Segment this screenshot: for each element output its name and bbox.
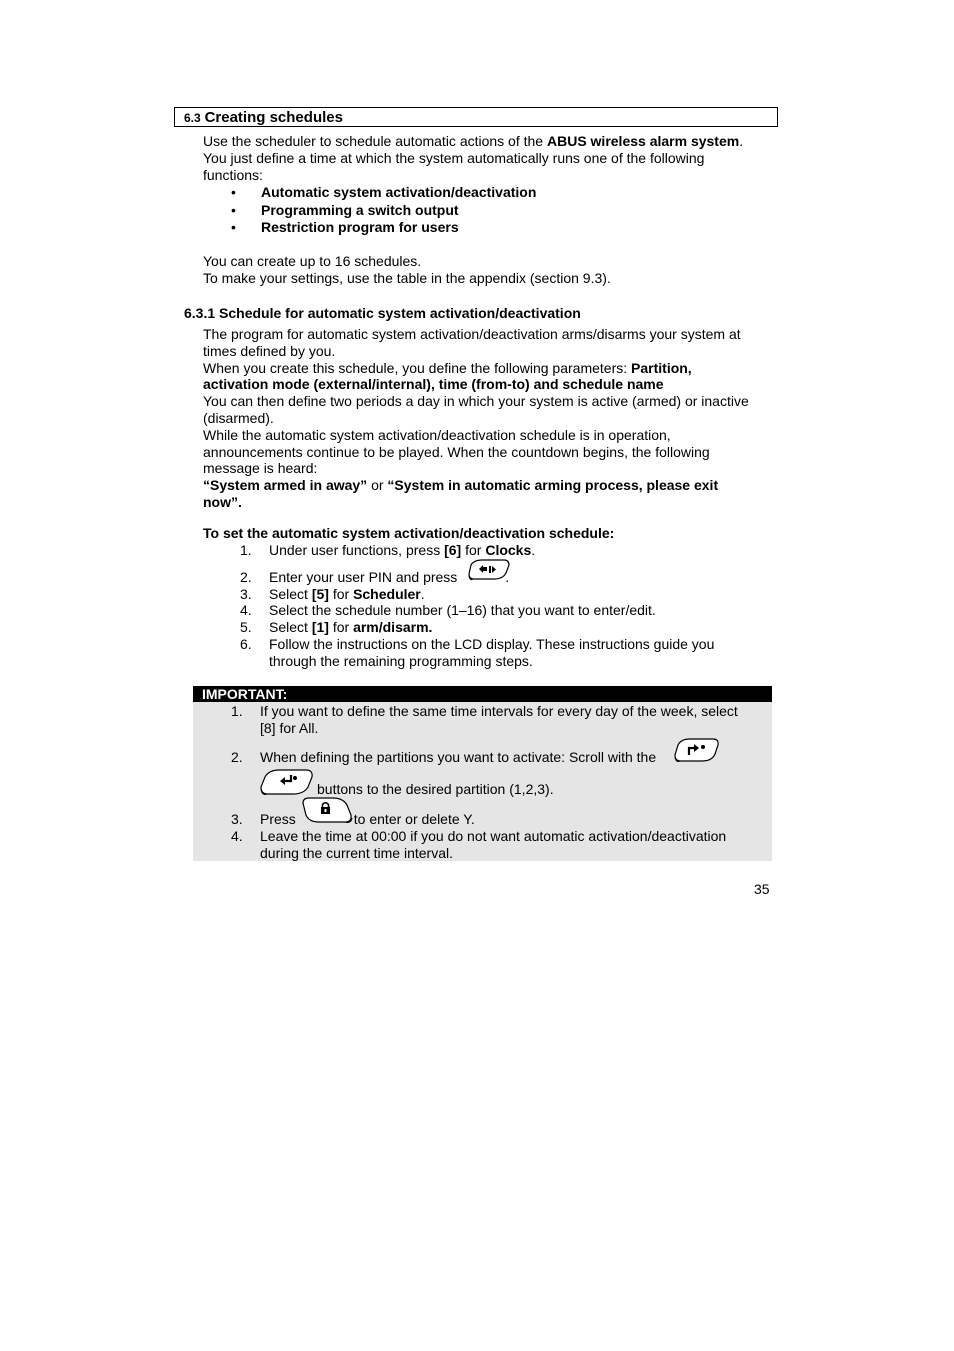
item-text-part: during the current time interval. — [260, 844, 453, 861]
scroll-up-key-icon — [672, 735, 722, 765]
step-number: 1. — [240, 542, 252, 558]
bullet-icon: • — [231, 184, 236, 200]
paragraph-line: While the automatic system activation/deactivation schedule is in operation, — [203, 426, 671, 443]
step-text-part: Under user functions, press — [269, 542, 445, 558]
paragraph-line: announcements continue to be played. When the countdown begins, the following — [203, 443, 710, 460]
page-number: 35 — [754, 881, 770, 897]
message-text: now”. — [203, 493, 242, 510]
parameter-text: activation mode (external/internal), time (from-to) and schedule name — [203, 376, 664, 393]
step-text-part: . — [531, 542, 536, 558]
key-label: [5] — [311, 586, 329, 602]
lock-key-icon — [299, 795, 355, 827]
notes-paragraph — [203, 253, 768, 287]
item-number: 4. — [231, 828, 243, 844]
list-item — [203, 184, 768, 202]
paragraph-line: message is heard: — [203, 460, 318, 477]
step-text — [269, 542, 769, 559]
step-text-part: Follow the instructions on the LCD display. These instructions guide you — [269, 636, 715, 652]
list-item — [203, 219, 768, 237]
intro-text-end: . — [739, 133, 744, 149]
menu-label: Scheduler — [353, 586, 421, 602]
message-text: “System in automatic arming process, please exit — [387, 477, 719, 494]
bullet-icon: • — [231, 201, 236, 218]
item-text-part: [8] for All. — [260, 719, 319, 736]
step-text-part: . — [420, 586, 425, 602]
item-text-part: If you want to define the same time intervals for every day of the week, select — [260, 703, 738, 719]
paragraph-line: times defined by you. — [203, 342, 336, 359]
list-item-text: Automatic system activation/deactivation — [261, 184, 537, 200]
list-item — [203, 202, 768, 220]
list-item-text: Restriction program for users — [261, 219, 459, 235]
paragraph-line: When you create this schedule, you define the following parameters: — [203, 359, 632, 376]
step-text: Select the schedule number (1–16) that you want to enter/edit. — [269, 602, 656, 618]
step-number: 4. — [240, 602, 252, 618]
paragraph-line: (disarmed). — [203, 409, 274, 426]
parameter-text: Partition, — [631, 359, 692, 376]
item-text-part: to enter or delete Y. — [353, 811, 475, 827]
step-text-part: for — [328, 619, 354, 635]
message-text: “System armed in away” — [203, 477, 368, 494]
step-text — [269, 619, 769, 636]
subsection-title: 6.3.1 Schedule for automatic system activation/deactivation — [184, 305, 581, 321]
scroll-down-key-icon — [258, 766, 316, 798]
item-text: When defining the partitions you want to activate: Scroll with the — [260, 749, 657, 765]
step-number: 2. — [240, 569, 252, 585]
item-text-part: Leave the time at 00:00 if you do not want automatic activation/deactivation — [260, 828, 727, 844]
item-text-part: Press — [260, 811, 296, 827]
menu-label: Clocks — [485, 542, 532, 558]
section-number: 6.3 — [184, 111, 201, 125]
bullet-icon: • — [231, 219, 236, 235]
item-text — [260, 828, 765, 862]
step-text-part: Select — [269, 586, 312, 602]
subsection-body — [203, 326, 768, 511]
step-text-part: Enter your user PIN and press — [269, 569, 462, 585]
step-number: 5. — [240, 619, 252, 635]
item-number: 1. — [231, 703, 243, 719]
step-text-part: through the remaining programming steps. — [269, 652, 533, 669]
notes-line-1: You can create up to 16 schedules. — [203, 253, 422, 269]
step-text-part: for — [328, 586, 354, 602]
section-title: Creating schedules — [204, 109, 343, 126]
intro-text: Use the scheduler to schedule automatic actions of the — [203, 133, 547, 149]
functions-list — [203, 184, 768, 237]
section-heading — [174, 107, 778, 127]
item-number: 2. — [231, 749, 243, 765]
step-text-part: Select — [269, 619, 312, 635]
step-number: 3. — [240, 586, 252, 602]
intro-line-3: functions: — [203, 166, 263, 183]
step-text-part: for — [461, 542, 486, 558]
step-text-part: . — [505, 569, 510, 585]
step-text — [269, 569, 769, 586]
key-label: [6] — [444, 542, 462, 558]
important-label: IMPORTANT: — [193, 686, 772, 702]
notes-line-2: To make your settings, use the table in the appendix (section 9.3). — [203, 269, 611, 286]
item-number: 3. — [231, 811, 243, 827]
paragraph-line: The program for automatic system activation/deactivation arms/disarms your system at — [203, 326, 741, 342]
important-item-continuation — [317, 781, 757, 798]
procedure-heading-text: To set the automatic system activation/deactivation schedule: — [203, 525, 615, 541]
message-or: or — [367, 477, 388, 494]
paragraph-line: You can then define two periods a day in which your system is active (armed) or inactive — [203, 393, 749, 410]
intro-line-2: You just define a time at which the system automatically runs one of the following — [203, 149, 705, 166]
menu-label: arm/disarm. — [353, 619, 433, 635]
procedure-heading — [203, 525, 768, 542]
intro-paragraph — [203, 133, 768, 183]
step-text — [269, 636, 769, 670]
item-text — [260, 703, 765, 737]
product-name: ABUS wireless alarm system — [546, 133, 740, 149]
step-text — [269, 586, 769, 603]
key-label: [1] — [311, 619, 329, 635]
list-item-text: Programming a switch output — [261, 201, 459, 218]
item-text: buttons to the desired partition (1,2,3). — [317, 781, 554, 797]
step-number: 6. — [240, 636, 252, 652]
enter-key-icon — [466, 557, 512, 583]
